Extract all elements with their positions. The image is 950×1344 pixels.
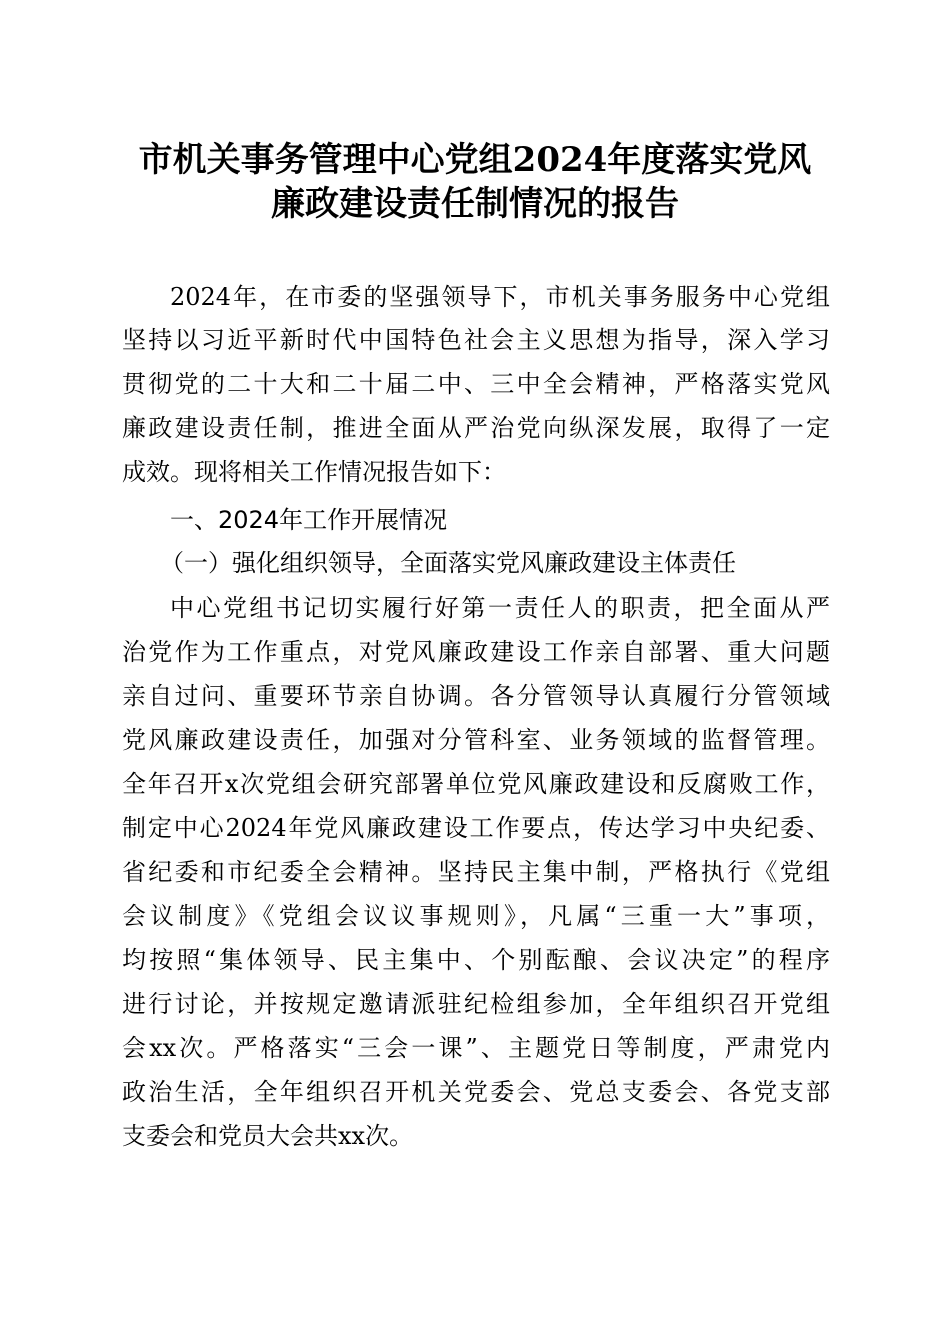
body-line: 全年召开x次党组会研究部署单位党风廉政建设和反腐败工作，: [122, 770, 830, 798]
document-title-line-2: 廉政建设责任制情况的报告: [271, 184, 679, 224]
body-line: 均按照“集体领导、民主集中、个别酝酿、会议决定”的程序: [122, 946, 830, 974]
body-line: 会议制度》《党组会议议事规则》，凡属“三重一大”事项，: [122, 902, 830, 930]
body-line: 中心党组书记切实履行好第一责任人的职责，把全面从严: [170, 594, 830, 622]
body-line: 支委会和党员大会共xx次。: [122, 1122, 414, 1150]
document-title-line-1: 市机关事务管理中心党组2024年度落实党风: [138, 140, 812, 180]
intro-line: 廉政建设责任制，推进全面从严治党向纵深发展，取得了一定: [122, 414, 830, 442]
intro-line: 贯彻党的二十大和二十届二中、三中全会精神，严格落实党风: [122, 370, 830, 398]
body-line: 政治生活，全年组织召开机关党委会、党总支委会、各党支部: [122, 1078, 830, 1106]
section-heading: 一、2024年工作开展情况: [170, 506, 448, 534]
body-line: 省纪委和市纪委全会精神。坚持民主集中制，严格执行《党组: [122, 858, 830, 886]
intro-line: 坚持以习近平新时代中国特色社会主义思想为指导，深入学习: [122, 326, 830, 354]
body-line: 亲自过问、重要环节亲自协调。各分管领导认真履行分管领域: [122, 682, 830, 710]
body-line: 会xx次。严格落实“三会一课”、主题党日等制度，严肃党内: [122, 1034, 830, 1062]
intro-line: 成效。现将相关工作情况报告如下：: [122, 458, 506, 486]
body-line: 党风廉政建设责任，加强对分管科室、业务领域的监督管理。: [122, 726, 830, 754]
body-line: 制定中心2024年党风廉政建设工作要点，传达学习中央纪委、: [122, 814, 830, 842]
subsection-heading: （一）强化组织领导，全面落实党风廉政建设主体责任: [160, 549, 736, 577]
body-line: 治党作为工作重点，对党风廉政建设工作亲自部署、重大问题: [122, 638, 830, 666]
body-line: 进行讨论，并按规定邀请派驻纪检组参加，全年组织召开党组: [122, 990, 830, 1018]
intro-line: 2024年，在市委的坚强领导下，市机关事务服务中心党组: [170, 283, 830, 311]
